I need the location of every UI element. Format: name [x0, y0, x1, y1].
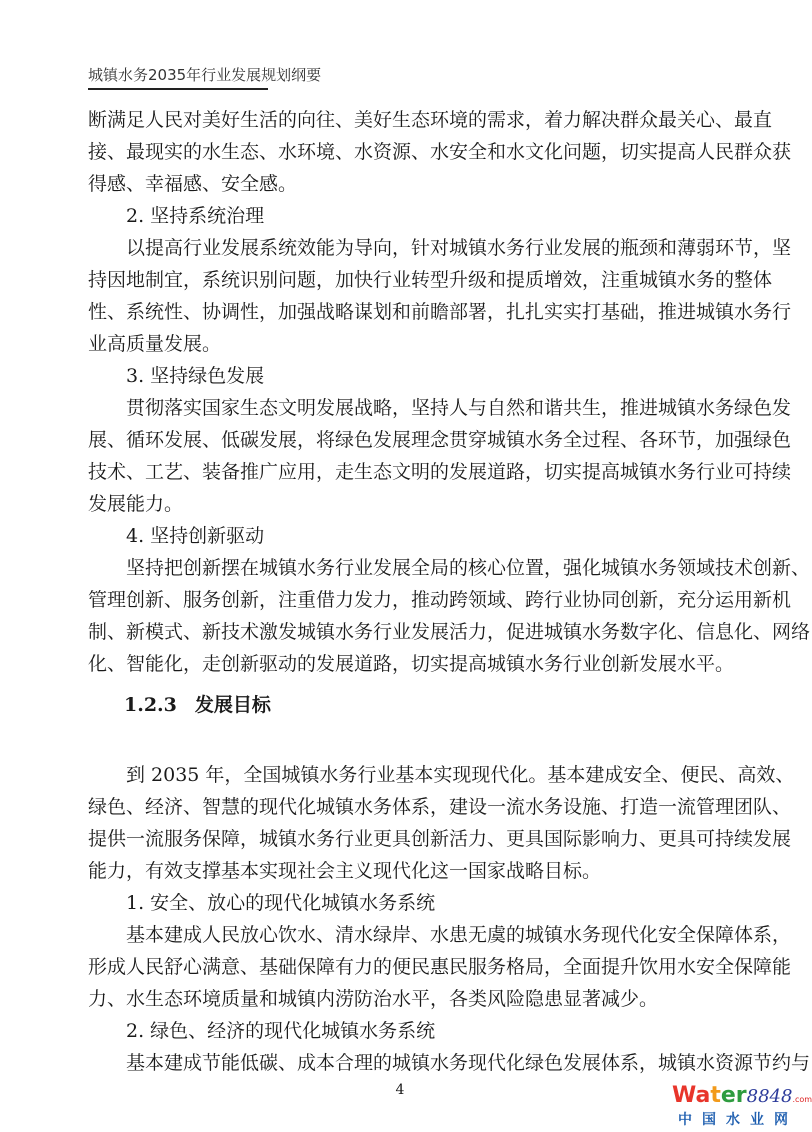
- text-line: 基本建成人民放心饮水、清水绿岸、水患无虞的城镇水务现代化安全保障体系，: [126, 924, 792, 946]
- text-line: 2. 坚持系统治理: [126, 205, 265, 227]
- paragraph: [88, 232, 792, 360]
- logo-chinese-name: 中国水业网: [678, 1112, 798, 1128]
- paragraph: [88, 552, 811, 680]
- text-line: 以提高行业发展系统效能为导向，针对城镇水务行业发展的瓶颈和薄弱环节，坚: [126, 237, 792, 259]
- text-line: 坚持把创新摆在城镇水务行业发展全局的核心位置，强化城镇水务领域技术创新、: [126, 557, 811, 579]
- text-line: 制、新模式、新技术激发城镇水务行业发展活力，促进城镇水务数字化、信息化、网络: [88, 621, 811, 643]
- text-line: 力、水生态环境质量和城镇内涝防治水平，各类风险隐患显著减少。: [88, 988, 659, 1010]
- text-line: 接、最现实的水生态、水环境、水资源、水安全和水文化问题，切实提高人民群众获: [88, 141, 792, 163]
- running-header: 城镇水务2035年行业发展规划纲要: [88, 64, 268, 90]
- text-line: 管理创新、服务创新，注重借力发力，推动跨领域、跨行业协同创新，充分运用新机: [88, 589, 792, 611]
- subheading: [88, 520, 712, 552]
- text-line: 业高质量发展。: [88, 333, 222, 355]
- logo-wordmark: Water8848.com: [672, 1083, 812, 1108]
- text-line: 3. 坚持绿色发展: [126, 365, 265, 387]
- text-line: 1. 安全、放心的现代化城镇水务系统: [126, 892, 436, 914]
- text-line: 化、智能化，走创新驱动的发展道路，切实提高城镇水务行业创新发展水平。: [88, 653, 735, 675]
- text-line: 2. 绿色、经济的现代化城镇水务系统: [126, 1020, 436, 1042]
- text-line: 能力，有效支撑基本实现社会主义现代化这一国家战略目标。: [88, 860, 602, 882]
- text-line: 发展能力。: [88, 493, 184, 515]
- paragraph: [88, 104, 792, 200]
- text-line: 绿色、经济、智慧的现代化城镇水务体系，建设一流水务设施、打造一流管理团队、: [88, 796, 792, 818]
- text-line: 到 2035 年，全国城镇水务行业基本实现现代化。基本建成安全、便民、高效、: [126, 764, 795, 786]
- page-number: 4: [395, 1082, 405, 1098]
- text-line: 展、循环发展、低碳发展，将绿色发展理念贯穿城镇水务全过程、各环节，加强绿色: [88, 429, 792, 451]
- body-text-bottom: [88, 759, 811, 1079]
- text-line: 4. 坚持创新驱动: [126, 525, 265, 547]
- paragraph: [88, 759, 795, 887]
- section-title: 发展目标: [194, 694, 271, 716]
- text-line: 基本建成节能低碳、成本合理的城镇水务现代化绿色发展体系，城镇水资源节约与: [126, 1052, 811, 1074]
- text-line: 断满足人民对美好生活的向往、美好生态环境的需求，着力解决群众最关心、最直: [88, 109, 773, 131]
- text-line: 得感、幸福感、安全感。: [88, 173, 298, 195]
- paragraph: [88, 392, 792, 520]
- section-heading: [124, 690, 271, 720]
- text-line: 提供一流服务保障，城镇水务行业更具创新活力、更具国际影响力、更具可持续发展: [88, 828, 792, 850]
- body-text-top: [88, 104, 811, 680]
- subheading: [88, 1015, 712, 1047]
- paragraph: [88, 919, 792, 1015]
- text-line: 持因地制宜，系统识别问题，加快行业转型升级和提质增效，注重城镇水务的整体: [88, 269, 773, 291]
- text-line: 技术、工艺、装备推广应用，走生态文明的发展道路，切实提高城镇水务行业可持续: [88, 461, 792, 483]
- subheading: [88, 200, 712, 232]
- watermark-logo: [672, 1083, 812, 1129]
- text-line: 形成人民舒心满意、基础保障有力的便民惠民服务格局，全面提升饮用水安全保障能: [88, 956, 792, 978]
- section-number: 1.2.3: [124, 694, 177, 716]
- subheading: [88, 887, 712, 919]
- text-line: 贯彻落实国家生态文明发展战略，坚持人与自然和谐共生，推进城镇水务绿色发: [126, 397, 792, 419]
- text-line: 性、系统性、协调性，加强战略谋划和前瞻部署，扎扎实实打基础，推进城镇水务行: [88, 301, 792, 323]
- paragraph: [88, 1047, 811, 1079]
- subheading: [88, 360, 712, 392]
